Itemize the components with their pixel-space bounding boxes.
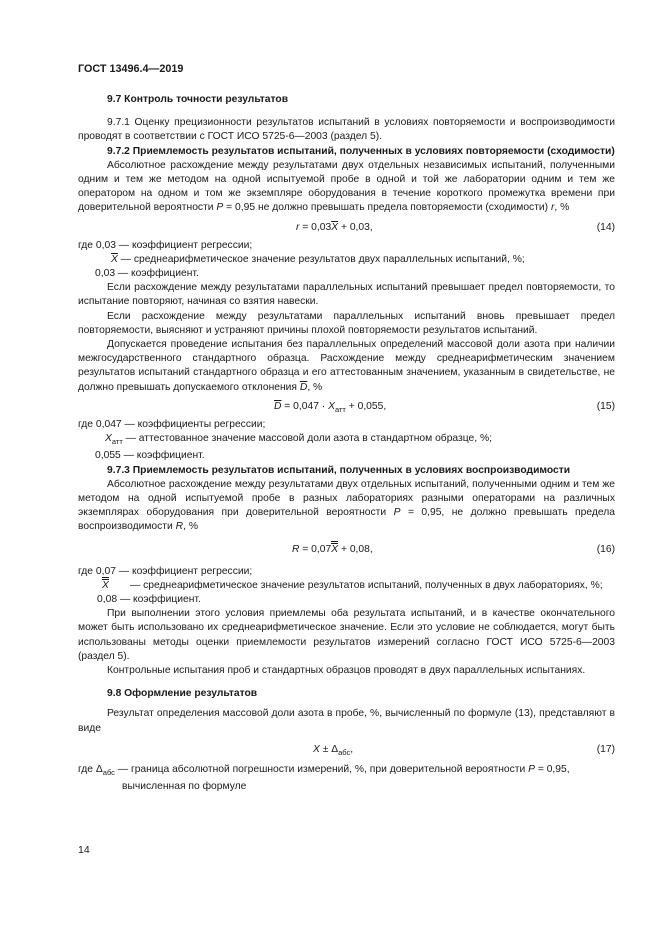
paragraph-9-7-1: 9.7.1 Оценку прецизионности результатов испытаний в условиях повторяемости и воспроизводимости проводят в соответствии с ГОСТ ИСО 5725-6—2003 (раздел 5).	[78, 117, 615, 143]
formula-16-number: (16)	[596, 543, 615, 555]
formula-16-def-2: X — среднеарифметическое значение результатов испытаний, полученных в двух лабораториях, %;	[78, 579, 615, 593]
formula-17: $X \pm \Delta_{абс}$, (17)	[313, 743, 615, 757]
formula-15: $\overline{D} = 0,047 \cdot X_{атт} + 0,055$, (15)	[274, 400, 615, 414]
page-header: ГОСТ 13496.4—2019	[78, 63, 184, 75]
formula-15-number: (15)	[596, 400, 615, 412]
paragraph-allowed: Допускается проведение испытания без параллельных определений массовой доли азота при наличии межгосударственного стандартного образца. Расхождение между среднеарифметическим значением результатов испытаний стандартного образца и его аттестованным значением, указанным в свидетельстве, не должно превышать допускаемого отклонения $\overline{D}$, %	[78, 339, 615, 393]
formula-14-number: (14)	[596, 221, 615, 233]
formula-15-def-2: $X_{атт}$ — аттестованное значение массовой доли азота в стандартном образце, %;	[105, 433, 492, 447]
formula-14-def-3: 0,03 — коэффициент.	[95, 268, 199, 280]
formula-16-def-1: где 0,07 — коэффициент регрессии;	[78, 565, 253, 577]
formula-17-def-2: вычисленная по формуле	[122, 781, 247, 793]
paragraph-control-tests: Контрольные испытания проб и стандартных образцов проводят в двух параллельных испытаниях.	[107, 664, 586, 676]
document-body	[78, 93, 615, 794]
formula-17-def-1: где $\Delta_{абс}$ — граница абсолютной погрешности измерений, %, при доверительной вероятности P = 0,95,	[78, 763, 570, 777]
formula-14-def-1: где 0,03 — коэффициент регрессии;	[78, 239, 253, 251]
page-number: 14	[78, 844, 90, 856]
formula-15-def-3: 0,055 — коэффициент.	[95, 450, 205, 462]
formula-14: $r = 0,03\overline{X} + 0,03$, (14)	[78, 218, 615, 237]
section-9-7-3-heading: 9.7.3 Приемлемость результатов испытаний, полученных в условиях воспроизводимости	[107, 464, 571, 476]
formula-14-def-2: $\overline{X}$ — среднеарифметическое значение результатов двух параллельных испытаний, %;	[111, 253, 525, 265]
section-9-7-heading: 9.7 Контроль точности результатов	[107, 94, 289, 105]
formula-16: R = 0,07X + 0,08, (16)	[78, 540, 615, 559]
section-9-8-heading: 9.8 Оформление результатов	[107, 688, 258, 700]
paragraph-reproducibility: Абсолютное расхождение между результатами двух отдельных испытаний, полученными одним и тем же методом на одной испытуемой пробе в разных лабораториях разными операторами на различных экземплярах оборудования при доверительной вероятности P = 0,95, не должно превышать предела воспроизводимости R, %	[78, 478, 615, 533]
formula-15-def-1: где 0,047 — коэффициенты регрессии;	[78, 418, 266, 430]
formula-16-def-3: 0,08 — коэффициент.	[97, 593, 201, 605]
section-9-7-2-heading: 9.7.2 Приемлемость результатов испытаний, полученных в условиях повторяемости (сходимости)	[107, 145, 615, 157]
paragraph-repeatability: Абсолютное расхождение между результатами двух отдельных независимых испытаний, полученными одним и тем же методом на одной испытуемой пробе в одной и той же лаборатории одним и тем же оператором на одном и том же экземпляре оборудования в течение короткого промежутка времени при доверительной вероятности P = 0,95 не должно превышать предела повторяемости (сходимости) r, %	[78, 159, 615, 214]
paragraph-result-form: Результат определения массовой доли азота в пробе, %, вычисленный по формуле (13), представляют в виде	[78, 708, 615, 734]
paragraph-if-exceed: Если расхождение между результатами параллельных испытаний превышает предел повторяемости, то испытание повторяют, начиная со взятия навески.	[78, 282, 615, 308]
paragraph-both-acceptable: При выполнении этого условия приемлемы оба результата испытаний, и в качестве окончательного может быть использовано их среднеарифметическое значение. Если это условие не соблюдается, могут быть использованы методы оценки приемлемости результатов измерений согласно ГОСТ ИСО 5725-6—2003 (раздел 5).	[78, 608, 615, 662]
paragraph-if-exceed-again: Если расхождение между результатами параллельных испытаний вновь превышает предел повторяемости, выясняют и устраняют причины плохой повторяемости результатов испытаний.	[78, 310, 615, 336]
formula-17-number: (17)	[596, 743, 615, 755]
